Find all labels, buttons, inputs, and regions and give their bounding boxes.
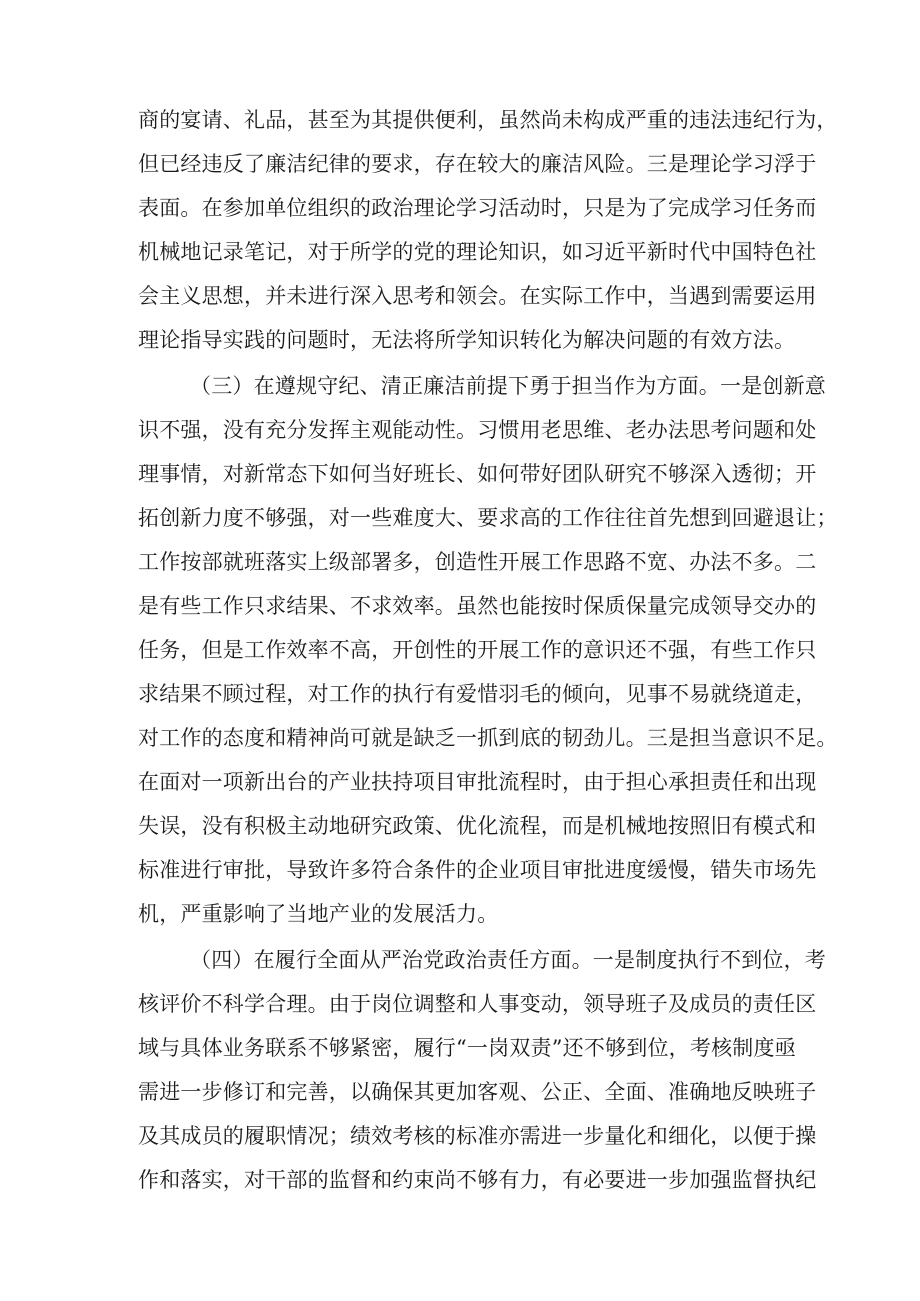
text-line: 标准进行审批，导致许多符合条件的企业项目审批进度缓慢，错失市场先 (138, 858, 817, 882)
text-line: 在面对一项新出台的产业扶持项目审批流程时，由于担心承担责任和出现 (138, 770, 817, 794)
text-line: 及其成员的履职情况；绩效考核的标准亦需进一步量化和细化，以便于操 (138, 1124, 817, 1148)
section-three-heading-line: （三）在遵规守纪、清正廉洁前提下勇于担当作为方面。一是创新意 (190, 374, 826, 398)
text-line: 商的宴请、礼品，甚至为其提供便利，虽然尚未构成严重的违法违纪行为， (138, 108, 838, 132)
text-line: 理事情，对新常态下如何当好班长、如何带好团队研究不够深入透彻；开 (138, 462, 817, 486)
text-line: 域与具体业务联系不够紧密，履行“一岗双责”还不够到位，考核制度亟 (138, 1036, 796, 1060)
text-line: 需进一步修订和完善，以确保其更加客观、公正、全面、准确地反映班子 (138, 1080, 817, 1104)
text-line: 求结果不顾过程，对工作的执行有爱惜羽毛的倾向，见事不易就绕道走， (138, 682, 817, 706)
text-line: 核评价不科学合理。由于岗位调整和人事变动，领导班子及成员的责任区 (138, 992, 817, 1016)
text-line: 失误，没有积极主动地研究政策、优化流程，而是机械地按照旧有模式和 (138, 814, 817, 838)
text-line: 会主义思想，并未进行深入思考和领会。在实际工作中，当遇到需要运用 (138, 284, 817, 308)
text-line: 机械地记录笔记，对于所学的党的理论知识，如习近平新时代中国特色社 (138, 240, 817, 264)
text-line: 对工作的态度和精神尚可就是缺乏一抓到底的韧劲儿。三是担当意识不足。 (138, 726, 838, 750)
text-line: 表面。在参加单位组织的政治理论学习活动时，只是为了完成学习任务而 (138, 196, 817, 220)
text-line: 任务，但是工作效率不高，开创性的开展工作的意识还不强，有些工作只 (138, 638, 817, 662)
section-four-heading-line: （四）在履行全面从严治党政治责任方面。一是制度执行不到位，考 (190, 948, 826, 972)
text-line: 工作按部就班落实上级部署多，创造性开展工作思路不宽、办法不多。二 (138, 550, 817, 574)
text-line: 作和落实，对干部的监督和约束尚不够有力，有必要进一步加强监督执纪 (138, 1168, 817, 1192)
text-line: 拓创新力度不够强，对一些难度大、要求高的工作往往首先想到回避退让； (138, 506, 838, 530)
text-line: 但已经违反了廉洁纪律的要求，存在较大的廉洁风险。三是理论学习浮于 (138, 152, 817, 176)
text-line: 机，严重影响了当地产业的发展活力。 (138, 902, 499, 926)
text-line: 理论指导实践的问题时，无法将所学知识转化为解决问题的有效方法。 (138, 328, 796, 352)
text-line: 识不强，没有充分发挥主观能动性。习惯用老思维、老办法思考问题和处 (138, 418, 817, 442)
text-line: 是有些工作只求结果、不求效率。虽然也能按时保质保量完成领导交办的 (138, 594, 817, 618)
